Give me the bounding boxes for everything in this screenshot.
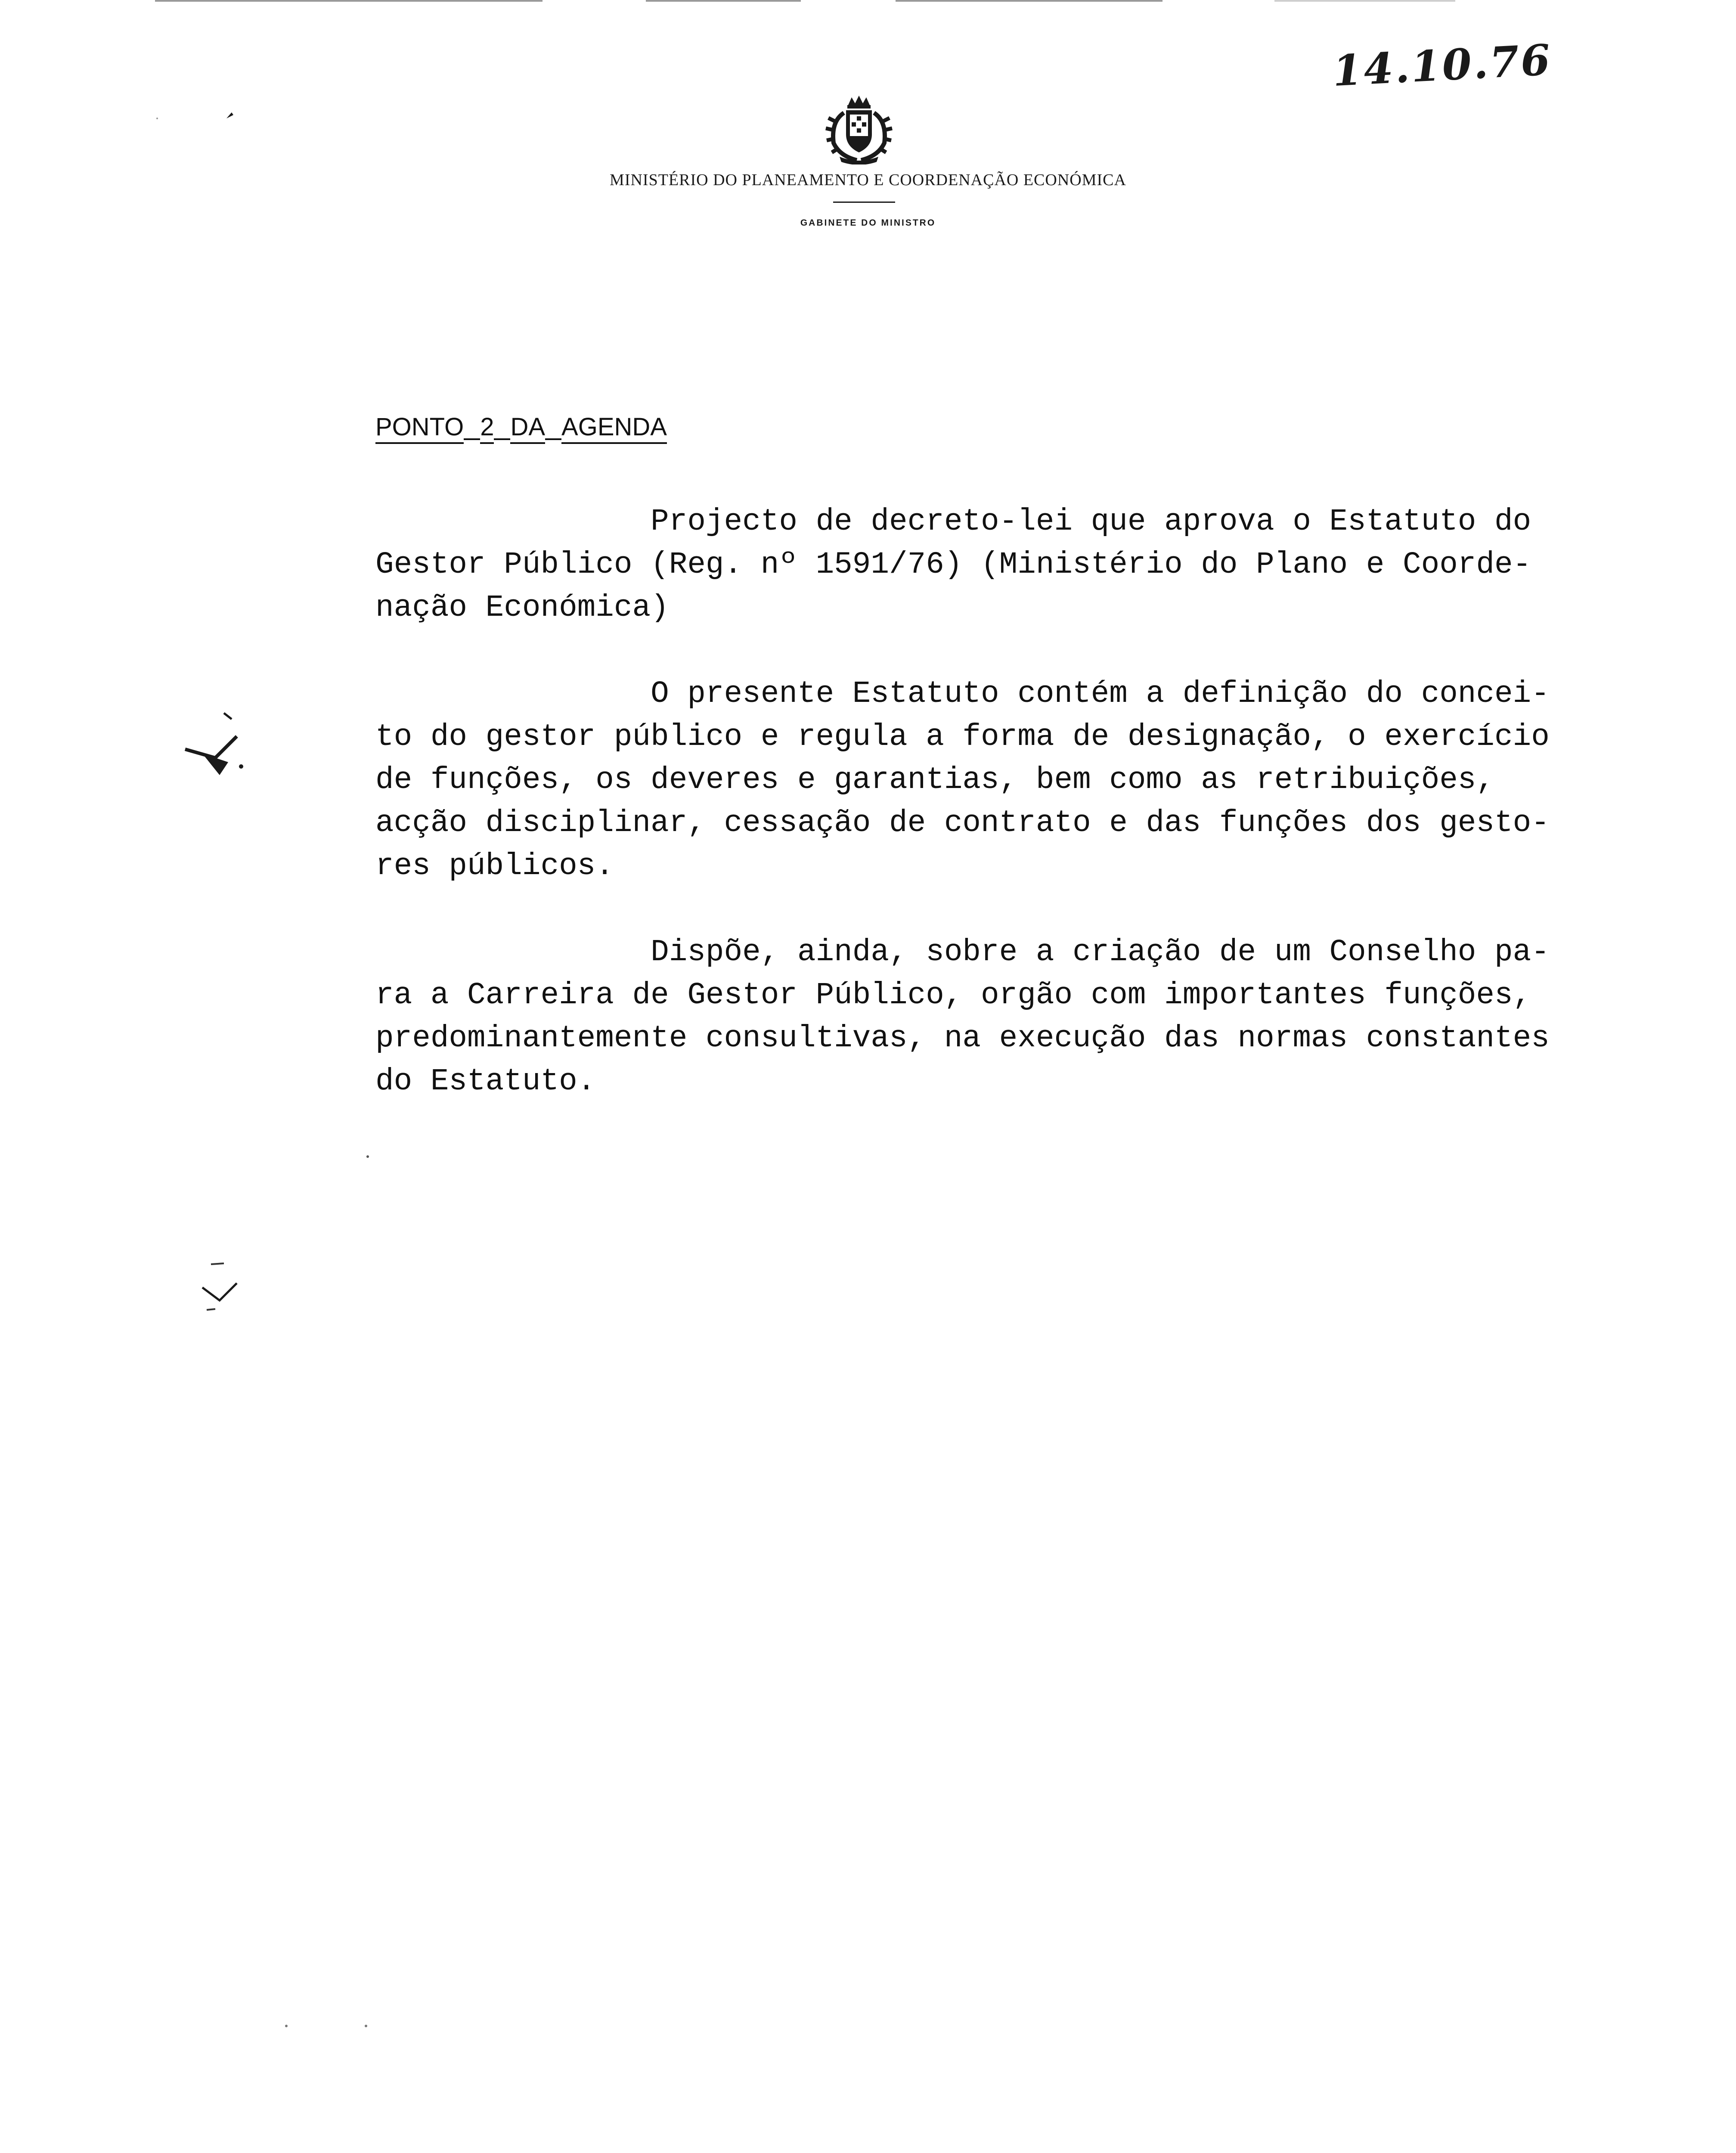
text-line: Gestor Público (Reg. nº 1591/76) (Ministério do Plano e Coorde- <box>375 548 1531 582</box>
agenda-heading <box>375 413 667 444</box>
handwritten-date: 14.10.76 <box>1331 35 1553 96</box>
scan-edge-artifact <box>1274 0 1455 2</box>
text-line: ra a Carreira de Gestor Público, orgão com importantes funções, <box>375 978 1531 1013</box>
agenda-word: PONTO <box>375 413 464 444</box>
text-line: de funções, os deveres e garantias, bem como as retribuições, <box>375 763 1495 797</box>
scan-edge-artifact <box>155 0 542 2</box>
margin-speck <box>224 110 237 123</box>
underline-gap <box>464 413 480 440</box>
scan-speck <box>284 2024 293 2028</box>
underline-gap <box>494 413 510 440</box>
paragraph-subject <box>375 500 1531 630</box>
agenda-word: DA <box>510 413 545 444</box>
ministry-name: MINISTÉRIO DO PLANEAMENTO E COORDENAÇÃO ECONÓMICA <box>610 171 1126 189</box>
agenda-word: AGENDA <box>561 413 667 444</box>
paragraph-council <box>375 931 1550 1103</box>
text-line: acção disciplinar, cessação de contrato e das funções dos gesto- <box>375 806 1550 841</box>
coat-of-arms-icon <box>822 96 896 164</box>
scan-speck <box>364 2024 372 2028</box>
scan-speck <box>155 116 164 121</box>
paragraph-content <box>375 673 1550 888</box>
margin-tick-mark <box>194 1257 258 1322</box>
text-line: Dispõe, ainda, sobre a criação de um Conselho pa- <box>375 935 1550 970</box>
text-line: do Estatuto. <box>375 1064 596 1099</box>
agenda-word: 2 <box>480 413 494 444</box>
header-divider <box>833 202 895 203</box>
text-line: predominantemente consultivas, na execução das normas constantes <box>375 1021 1550 1056</box>
underline-gap <box>545 413 561 440</box>
scan-edge-artifact <box>646 0 801 2</box>
scan-edge-artifact <box>896 0 1162 2</box>
margin-tick-mark <box>177 710 258 784</box>
text-line: Projecto de decreto-lei que aprova o Estatuto do <box>375 505 1531 539</box>
text-line: to do gestor público e regula a forma de designação, o exercício <box>375 720 1550 754</box>
cabinet-name: GABINETE DO MINISTRO <box>800 218 936 228</box>
scan-speck <box>365 1154 370 1159</box>
text-line: O presente Estatuto contém a definição do concei- <box>375 677 1550 711</box>
text-line: res públicos. <box>375 849 614 884</box>
text-line: nação Económica) <box>375 591 669 625</box>
